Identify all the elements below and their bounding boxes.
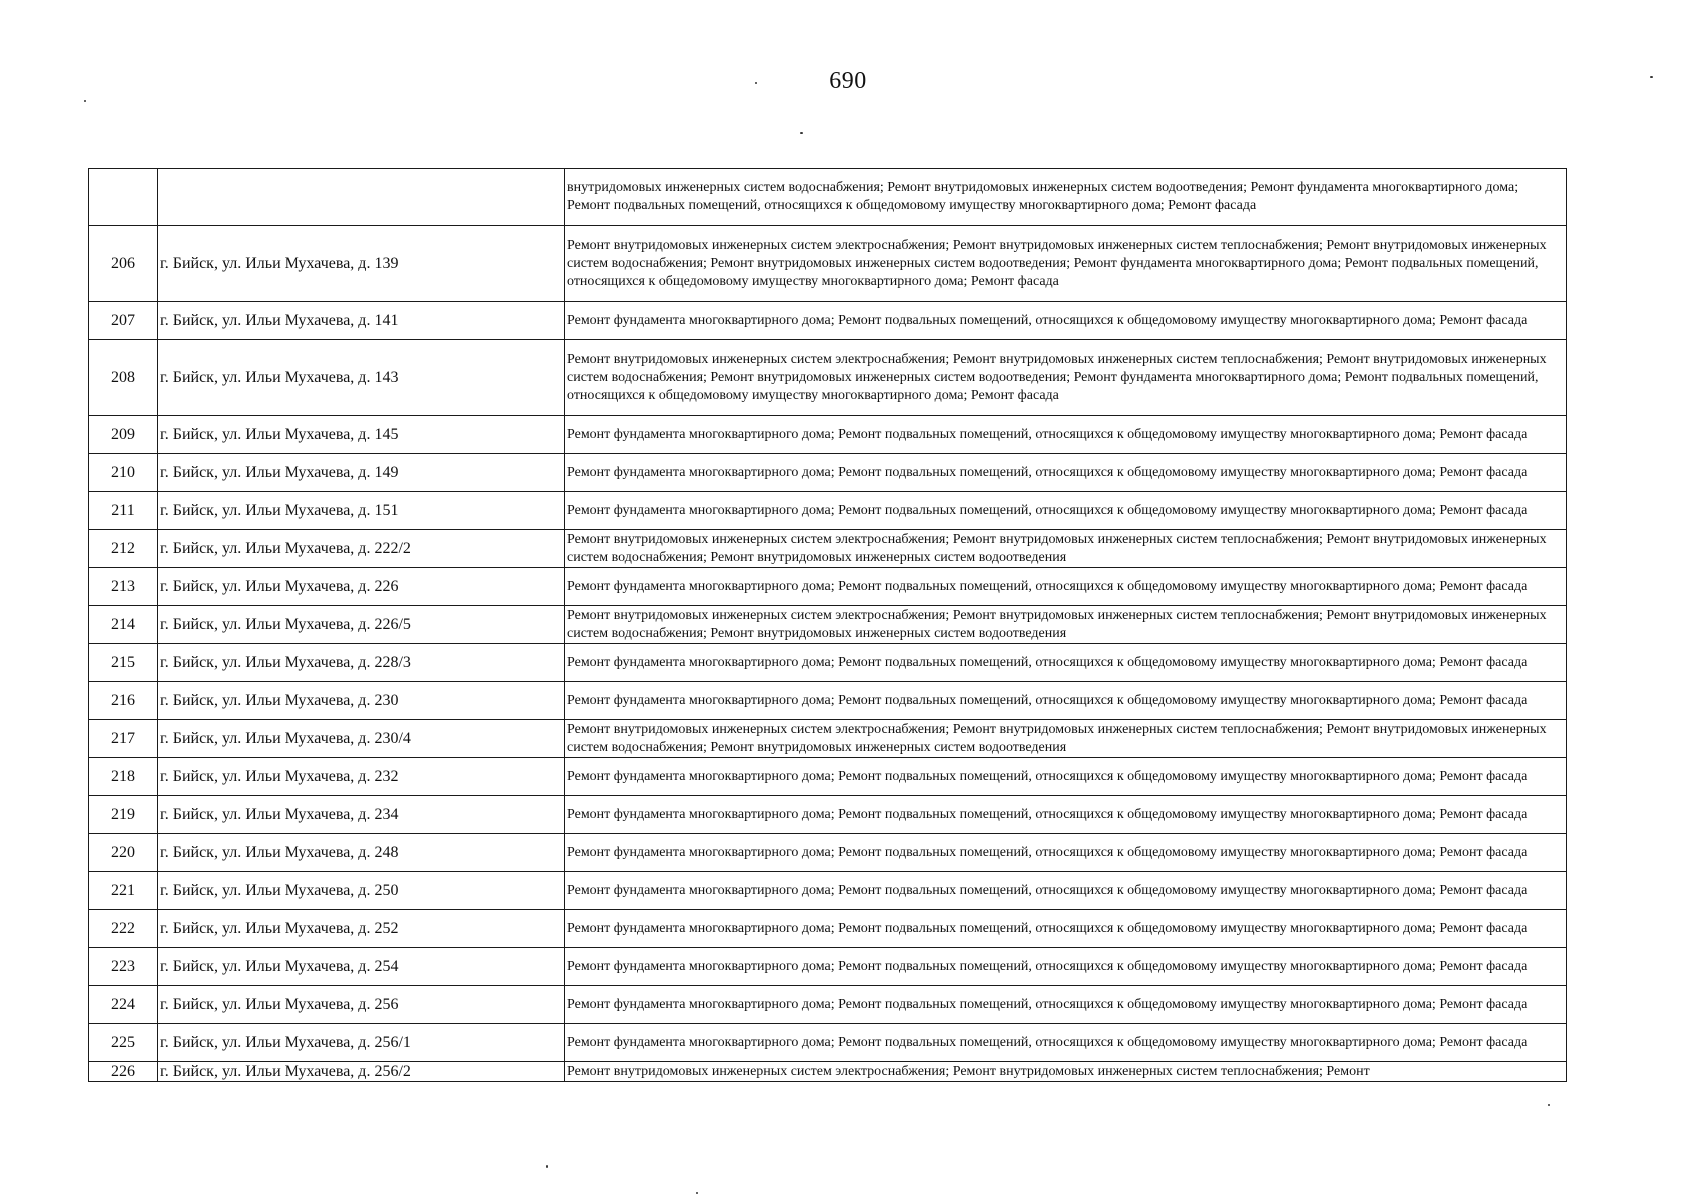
registry-table-body <box>89 169 1567 1082</box>
table-row <box>89 530 1567 568</box>
row-works: Ремонт фундамента многоквартирного дома; Ремонт подвальных помещений, относящихся к общедомовому имуществу многоквартирного дома; Ремонт фасада <box>565 796 1567 834</box>
row-address: г. Бийск, ул. Ильи Мухачева, д. 234 <box>158 796 565 834</box>
row-address: г. Бийск, ул. Ильи Мухачева, д. 252 <box>158 910 565 948</box>
row-address: г. Бийск, ул. Ильи Мухачева, д. 232 <box>158 758 565 796</box>
row-works: Ремонт фундамента многоквартирного дома; Ремонт подвальных помещений, относящихся к общедомовому имуществу многоквартирного дома; Ремонт фасада <box>565 758 1567 796</box>
table-row <box>89 872 1567 910</box>
table-row <box>89 1024 1567 1062</box>
table-row <box>89 720 1567 758</box>
table-row <box>89 226 1567 302</box>
table-row <box>89 644 1567 682</box>
row-address: г. Бийск, ул. Ильи Мухачева, д. 226 <box>158 568 565 606</box>
row-address: г. Бийск, ул. Ильи Мухачева, д. 149 <box>158 454 565 492</box>
row-number: 208 <box>89 340 158 416</box>
table-row <box>89 948 1567 986</box>
table-row <box>89 416 1567 454</box>
table-row <box>89 682 1567 720</box>
row-address: г. Бийск, ул. Ильи Мухачева, д. 151 <box>158 492 565 530</box>
row-number: 215 <box>89 644 158 682</box>
row-works: внутридомовых инженерных систем водоснабжения; Ремонт внутридомовых инженерных систем водоотведения; Ремонт фундамента многоквартирного дома; Ремонт подвальных помещений, относящихся к общедомовому имуществу многоквартирного дома; Ремонт фасада <box>565 169 1567 226</box>
row-address: г. Бийск, ул. Ильи Мухачева, д. 250 <box>158 872 565 910</box>
row-address: г. Бийск, ул. Ильи Мухачева, д. 256/1 <box>158 1024 565 1062</box>
scan-speck <box>755 82 757 84</box>
row-works: Ремонт фундамента многоквартирного дома; Ремонт подвальных помещений, относящихся к общедомовому имуществу многоквартирного дома; Ремонт фасада <box>565 1024 1567 1062</box>
row-number: 210 <box>89 454 158 492</box>
row-number: 217 <box>89 720 158 758</box>
row-address: г. Бийск, ул. Ильи Мухачева, д. 256 <box>158 986 565 1024</box>
row-number: 226 <box>89 1062 158 1082</box>
row-works: Ремонт фундамента многоквартирного дома; Ремонт подвальных помещений, относящихся к общедомовому имуществу многоквартирного дома; Ремонт фасада <box>565 644 1567 682</box>
row-address: г. Бийск, ул. Ильи Мухачева, д. 230/4 <box>158 720 565 758</box>
row-number: 216 <box>89 682 158 720</box>
row-number: 209 <box>89 416 158 454</box>
row-number: 214 <box>89 606 158 644</box>
scan-speck <box>84 100 86 102</box>
row-works: Ремонт фундамента многоквартирного дома; Ремонт подвальных помещений, относящихся к общедомовому имуществу многоквартирного дома; Ремонт фасада <box>565 682 1567 720</box>
row-number: 225 <box>89 1024 158 1062</box>
row-works: Ремонт фундамента многоквартирного дома; Ремонт подвальных помещений, относящихся к общедомовому имуществу многоквартирного дома; Ремонт фасада <box>565 910 1567 948</box>
row-address <box>158 169 565 226</box>
table-row <box>89 454 1567 492</box>
table-row <box>89 834 1567 872</box>
row-works: Ремонт фундамента многоквартирного дома; Ремонт подвальных помещений, относящихся к общедомовому имуществу многоквартирного дома; Ремонт фасада <box>565 986 1567 1024</box>
repair-registry-table <box>88 168 1567 1082</box>
row-number: 219 <box>89 796 158 834</box>
row-number: 222 <box>89 910 158 948</box>
row-number: 206 <box>89 226 158 302</box>
row-address: г. Бийск, ул. Ильи Мухачева, д. 226/5 <box>158 606 565 644</box>
scan-speck <box>1548 1104 1550 1106</box>
row-number: 213 <box>89 568 158 606</box>
row-address: г. Бийск, ул. Ильи Мухачева, д. 256/2 <box>158 1062 565 1082</box>
row-address: г. Бийск, ул. Ильи Мухачева, д. 143 <box>158 340 565 416</box>
row-address: г. Бийск, ул. Ильи Мухачева, д. 222/2 <box>158 530 565 568</box>
scan-speck <box>546 1165 548 1168</box>
row-works: Ремонт фундамента многоквартирного дома; Ремонт подвальных помещений, относящихся к общедомовому имуществу многоквартирного дома; Ремонт фасада <box>565 302 1567 340</box>
row-works: Ремонт фундамента многоквартирного дома; Ремонт подвальных помещений, относящихся к общедомовому имуществу многоквартирного дома; Ремонт фасада <box>565 416 1567 454</box>
row-works: Ремонт фундамента многоквартирного дома; Ремонт подвальных помещений, относящихся к общедомовому имуществу многоквартирного дома; Ремонт фасада <box>565 568 1567 606</box>
table-row <box>89 169 1567 226</box>
scan-speck <box>800 132 803 134</box>
row-works: Ремонт фундамента многоквартирного дома; Ремонт подвальных помещений, относящихся к общедомовому имуществу многоквартирного дома; Ремонт фасада <box>565 492 1567 530</box>
row-works: Ремонт фундамента многоквартирного дома; Ремонт подвальных помещений, относящихся к общедомовому имуществу многоквартирного дома; Ремонт фасада <box>565 948 1567 986</box>
row-address: г. Бийск, ул. Ильи Мухачева, д. 230 <box>158 682 565 720</box>
row-number: 211 <box>89 492 158 530</box>
row-address: г. Бийск, ул. Ильи Мухачева, д. 254 <box>158 948 565 986</box>
page-number: 690 <box>829 68 867 94</box>
row-number: 220 <box>89 834 158 872</box>
row-number <box>89 169 158 226</box>
row-number: 218 <box>89 758 158 796</box>
table-row <box>89 340 1567 416</box>
table-row <box>89 910 1567 948</box>
table-row <box>89 796 1567 834</box>
scan-speck <box>1650 76 1653 78</box>
table-row <box>89 1062 1567 1082</box>
row-number: 207 <box>89 302 158 340</box>
row-number: 221 <box>89 872 158 910</box>
row-works: Ремонт фундамента многоквартирного дома; Ремонт подвальных помещений, относящихся к общедомовому имуществу многоквартирного дома; Ремонт фасада <box>565 834 1567 872</box>
row-works: Ремонт внутридомовых инженерных систем электроснабжения; Ремонт внутридомовых инженерных систем теплоснабжения; Ремонт внутридомовых инженерных систем водоснабжения; Ремонт внутридомовых инженерных систем водоотведения <box>565 606 1567 644</box>
row-works: Ремонт фундамента многоквартирного дома; Ремонт подвальных помещений, относящихся к общедомовому имуществу многоквартирного дома; Ремонт фасада <box>565 872 1567 910</box>
row-works: Ремонт внутридомовых инженерных систем электроснабжения; Ремонт внутридомовых инженерных систем теплоснабжения; Ремонт внутридомовых инженерных систем водоснабжения; Ремонт внутридомовых инженерных систем водоотведения <box>565 720 1567 758</box>
row-address: г. Бийск, ул. Ильи Мухачева, д. 139 <box>158 226 565 302</box>
table-row <box>89 758 1567 796</box>
table-row <box>89 568 1567 606</box>
row-number: 223 <box>89 948 158 986</box>
table-row <box>89 302 1567 340</box>
scan-speck <box>696 1192 698 1194</box>
table-row <box>89 986 1567 1024</box>
row-works: Ремонт внутридомовых инженерных систем электроснабжения; Ремонт внутридомовых инженерных систем теплоснабжения; Ремонт <box>565 1062 1567 1082</box>
table-row <box>89 606 1567 644</box>
row-number: 212 <box>89 530 158 568</box>
row-works: Ремонт внутридомовых инженерных систем электроснабжения; Ремонт внутридомовых инженерных систем теплоснабжения; Ремонт внутридомовых инженерных систем водоснабжения; Ремонт внутридомовых инженерных систем водоотведения; Ремонт фундамента многоквартирного дома; Ремонт подвальных помещений, относящихся к общедомовому имуществу многоквартирного дома; Ремонт фасада <box>565 340 1567 416</box>
row-works: Ремонт внутридомовых инженерных систем электроснабжения; Ремонт внутридомовых инженерных систем теплоснабжения; Ремонт внутридомовых инженерных систем водоснабжения; Ремонт внутридомовых инженерных систем водоотведения; Ремонт фундамента многоквартирного дома; Ремонт подвальных помещений, относящихся к общедомовому имуществу многоквартирного дома; Ремонт фасада <box>565 226 1567 302</box>
table-row <box>89 492 1567 530</box>
row-works: Ремонт внутридомовых инженерных систем электроснабжения; Ремонт внутридомовых инженерных систем теплоснабжения; Ремонт внутридомовых инженерных систем водоснабжения; Ремонт внутридомовых инженерных систем водоотведения <box>565 530 1567 568</box>
row-address: г. Бийск, ул. Ильи Мухачева, д. 228/3 <box>158 644 565 682</box>
row-address: г. Бийск, ул. Ильи Мухачева, д. 141 <box>158 302 565 340</box>
row-works: Ремонт фундамента многоквартирного дома; Ремонт подвальных помещений, относящихся к общедомовому имуществу многоквартирного дома; Ремонт фасада <box>565 454 1567 492</box>
row-address: г. Бийск, ул. Ильи Мухачева, д. 145 <box>158 416 565 454</box>
row-number: 224 <box>89 986 158 1024</box>
row-address: г. Бийск, ул. Ильи Мухачева, д. 248 <box>158 834 565 872</box>
